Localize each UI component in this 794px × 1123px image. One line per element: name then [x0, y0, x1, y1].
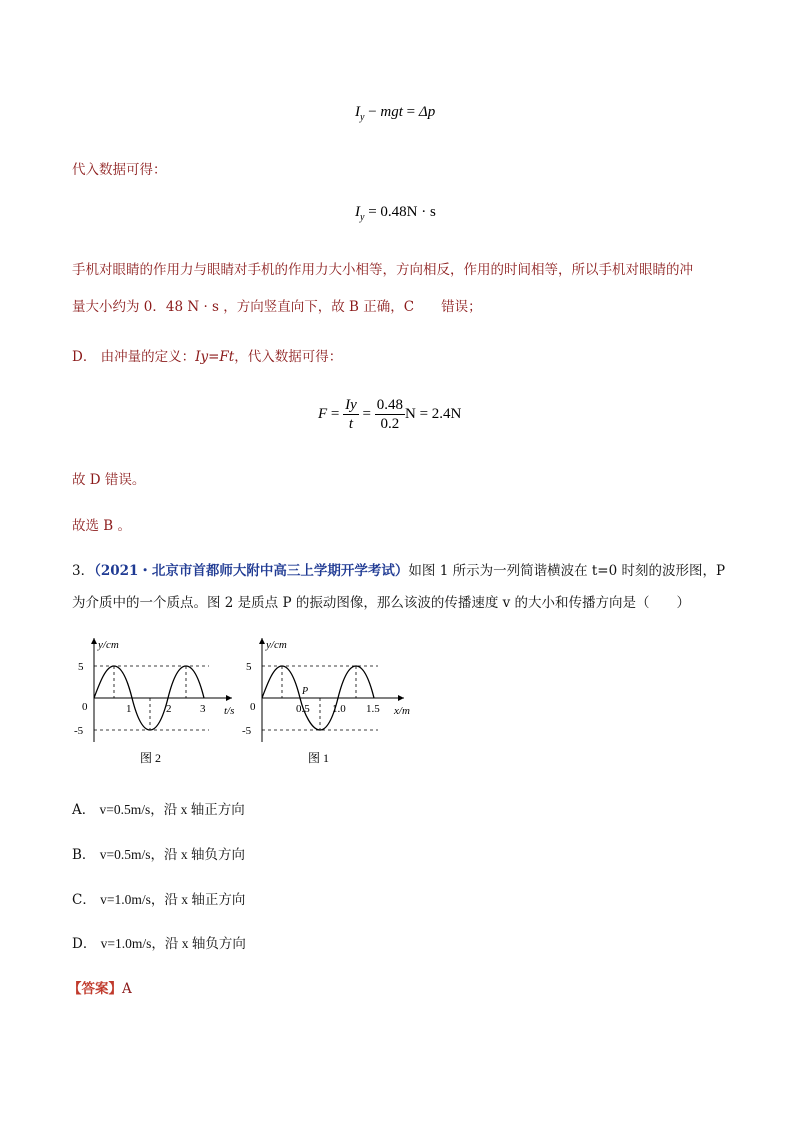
option-c-label: C． [72, 892, 96, 908]
fig1-y-tick-5: 5 [246, 661, 252, 673]
fig2-x-tick-1: 1 [126, 703, 132, 715]
fig1-x-tick-1-0: 1.0 [332, 703, 346, 715]
question-3-line-2: 为介质中的一个质点。图 2 是质点 P 的振动图像，那么该波的传播速度 v 的大小和传播方向是（ ） [72, 595, 691, 611]
question-line-1-rest: 如图 1 所示为一列简谐横波在 t=0 时刻的波形图，P [408, 563, 726, 579]
eq3-eq2: = [358, 405, 375, 422]
option-b-label: B． [72, 847, 96, 863]
equation-impulse-value [355, 204, 436, 223]
fig2-x-tick-2: 2 [166, 703, 172, 715]
option-c-text: v=1.0m/s，沿 x 轴正方向 [100, 892, 246, 907]
fig2-x-tick-3: 3 [200, 703, 206, 715]
eq3-tail: N = 2.4N [405, 405, 462, 422]
option-b-text: v=0.5m/s，沿 x 轴负方向 [99, 847, 245, 862]
fig1-point-p-label: P [302, 686, 309, 697]
substitution-text-1: 代入数据可得： [72, 162, 167, 178]
eq1-I: I [355, 104, 360, 120]
fig1-y-tick-0: 0 [250, 701, 256, 713]
d-line-prefix: D． 由冲量的定义： [72, 349, 196, 365]
eq3-fraction-1 [343, 396, 359, 433]
eq2-sub-y: y [360, 212, 365, 223]
answer-line [68, 977, 132, 997]
fig2-y-label: y/cm [98, 639, 119, 651]
answer-bracket: 【答案】 [68, 981, 122, 997]
eq3-den2: 0.2 [380, 416, 400, 432]
eq2-rest: = 0.48N · s [364, 204, 436, 220]
option-a-text: v=0.5m/s，沿 x 轴正方向 [99, 802, 245, 817]
eq3-fraction-2 [375, 396, 405, 433]
fig2-y-tick-neg5: -5 [74, 725, 84, 737]
fig1-caption: 图 1 [308, 751, 330, 765]
answer-value: A [122, 981, 132, 997]
eq1-delta-p: Δp [418, 104, 436, 120]
eq3-num2: 0.48 [376, 397, 404, 413]
fig1-x-tick-0-5: 0.5 [296, 703, 310, 715]
eq1-minus: − [364, 104, 381, 120]
d-line-formula: Iy=Ft [195, 349, 235, 365]
option-a[interactable] [72, 798, 245, 818]
option-c[interactable] [72, 888, 245, 908]
option-d-label: D． [72, 936, 97, 952]
paragraph-line-1: 手机对眼睛的作用力与眼睛对手机的作用力大小相等，方向相反，作用的时间相等，所以手机对眼睛的冲 [72, 262, 693, 278]
vibration-graph-fig2 [72, 630, 247, 775]
option-b[interactable] [72, 843, 245, 863]
option-d[interactable] [72, 932, 246, 952]
fig1-y-label: y/cm [266, 639, 287, 651]
equation-impulse-momentum [355, 104, 435, 123]
question-source: （2021・北京市首都师大附中高三上学期开学考试） [94, 563, 409, 579]
paragraph-line-2: 量大小约为 0．48 N · s ，方向竖直向下，故 B 正确，C 错误； [72, 299, 482, 315]
fig2-y-tick-5: 5 [78, 661, 84, 673]
equation-force [318, 396, 461, 433]
eq3-F: F [318, 405, 328, 422]
fig1-y-tick-neg5: -5 [242, 725, 252, 737]
eq2-I: I [355, 204, 360, 220]
fig1-x-label: x/m [394, 705, 410, 717]
option-d-text: v=1.0m/s，沿 x 轴负方向 [100, 936, 246, 951]
eq1-mgt: mgt [380, 104, 403, 120]
conclusion-choose: 故选 B 。 [72, 518, 132, 534]
eq3-num1: Iy [345, 397, 357, 413]
d-line-suffix: ，代入数据可得： [234, 349, 343, 365]
waveform-graph-fig1 [238, 630, 418, 775]
option-d-explanation [72, 345, 342, 365]
option-a-label: A． [72, 802, 96, 818]
conclusion-d: 故 D 错误。 [72, 472, 146, 488]
eq3-den1: t [348, 416, 354, 432]
fig2-y-tick-0: 0 [82, 701, 88, 713]
eq1-equals: = [402, 104, 419, 120]
fig2-caption: 图 2 [140, 751, 162, 765]
question-3-line-1 [72, 559, 725, 579]
eq1-sub-y: y [360, 112, 365, 123]
question-number: 3． [72, 563, 95, 579]
eq3-eq1: = [327, 405, 344, 422]
fig1-x-tick-1-5: 1.5 [366, 703, 380, 715]
fig2-x-label: t/s [224, 705, 235, 717]
